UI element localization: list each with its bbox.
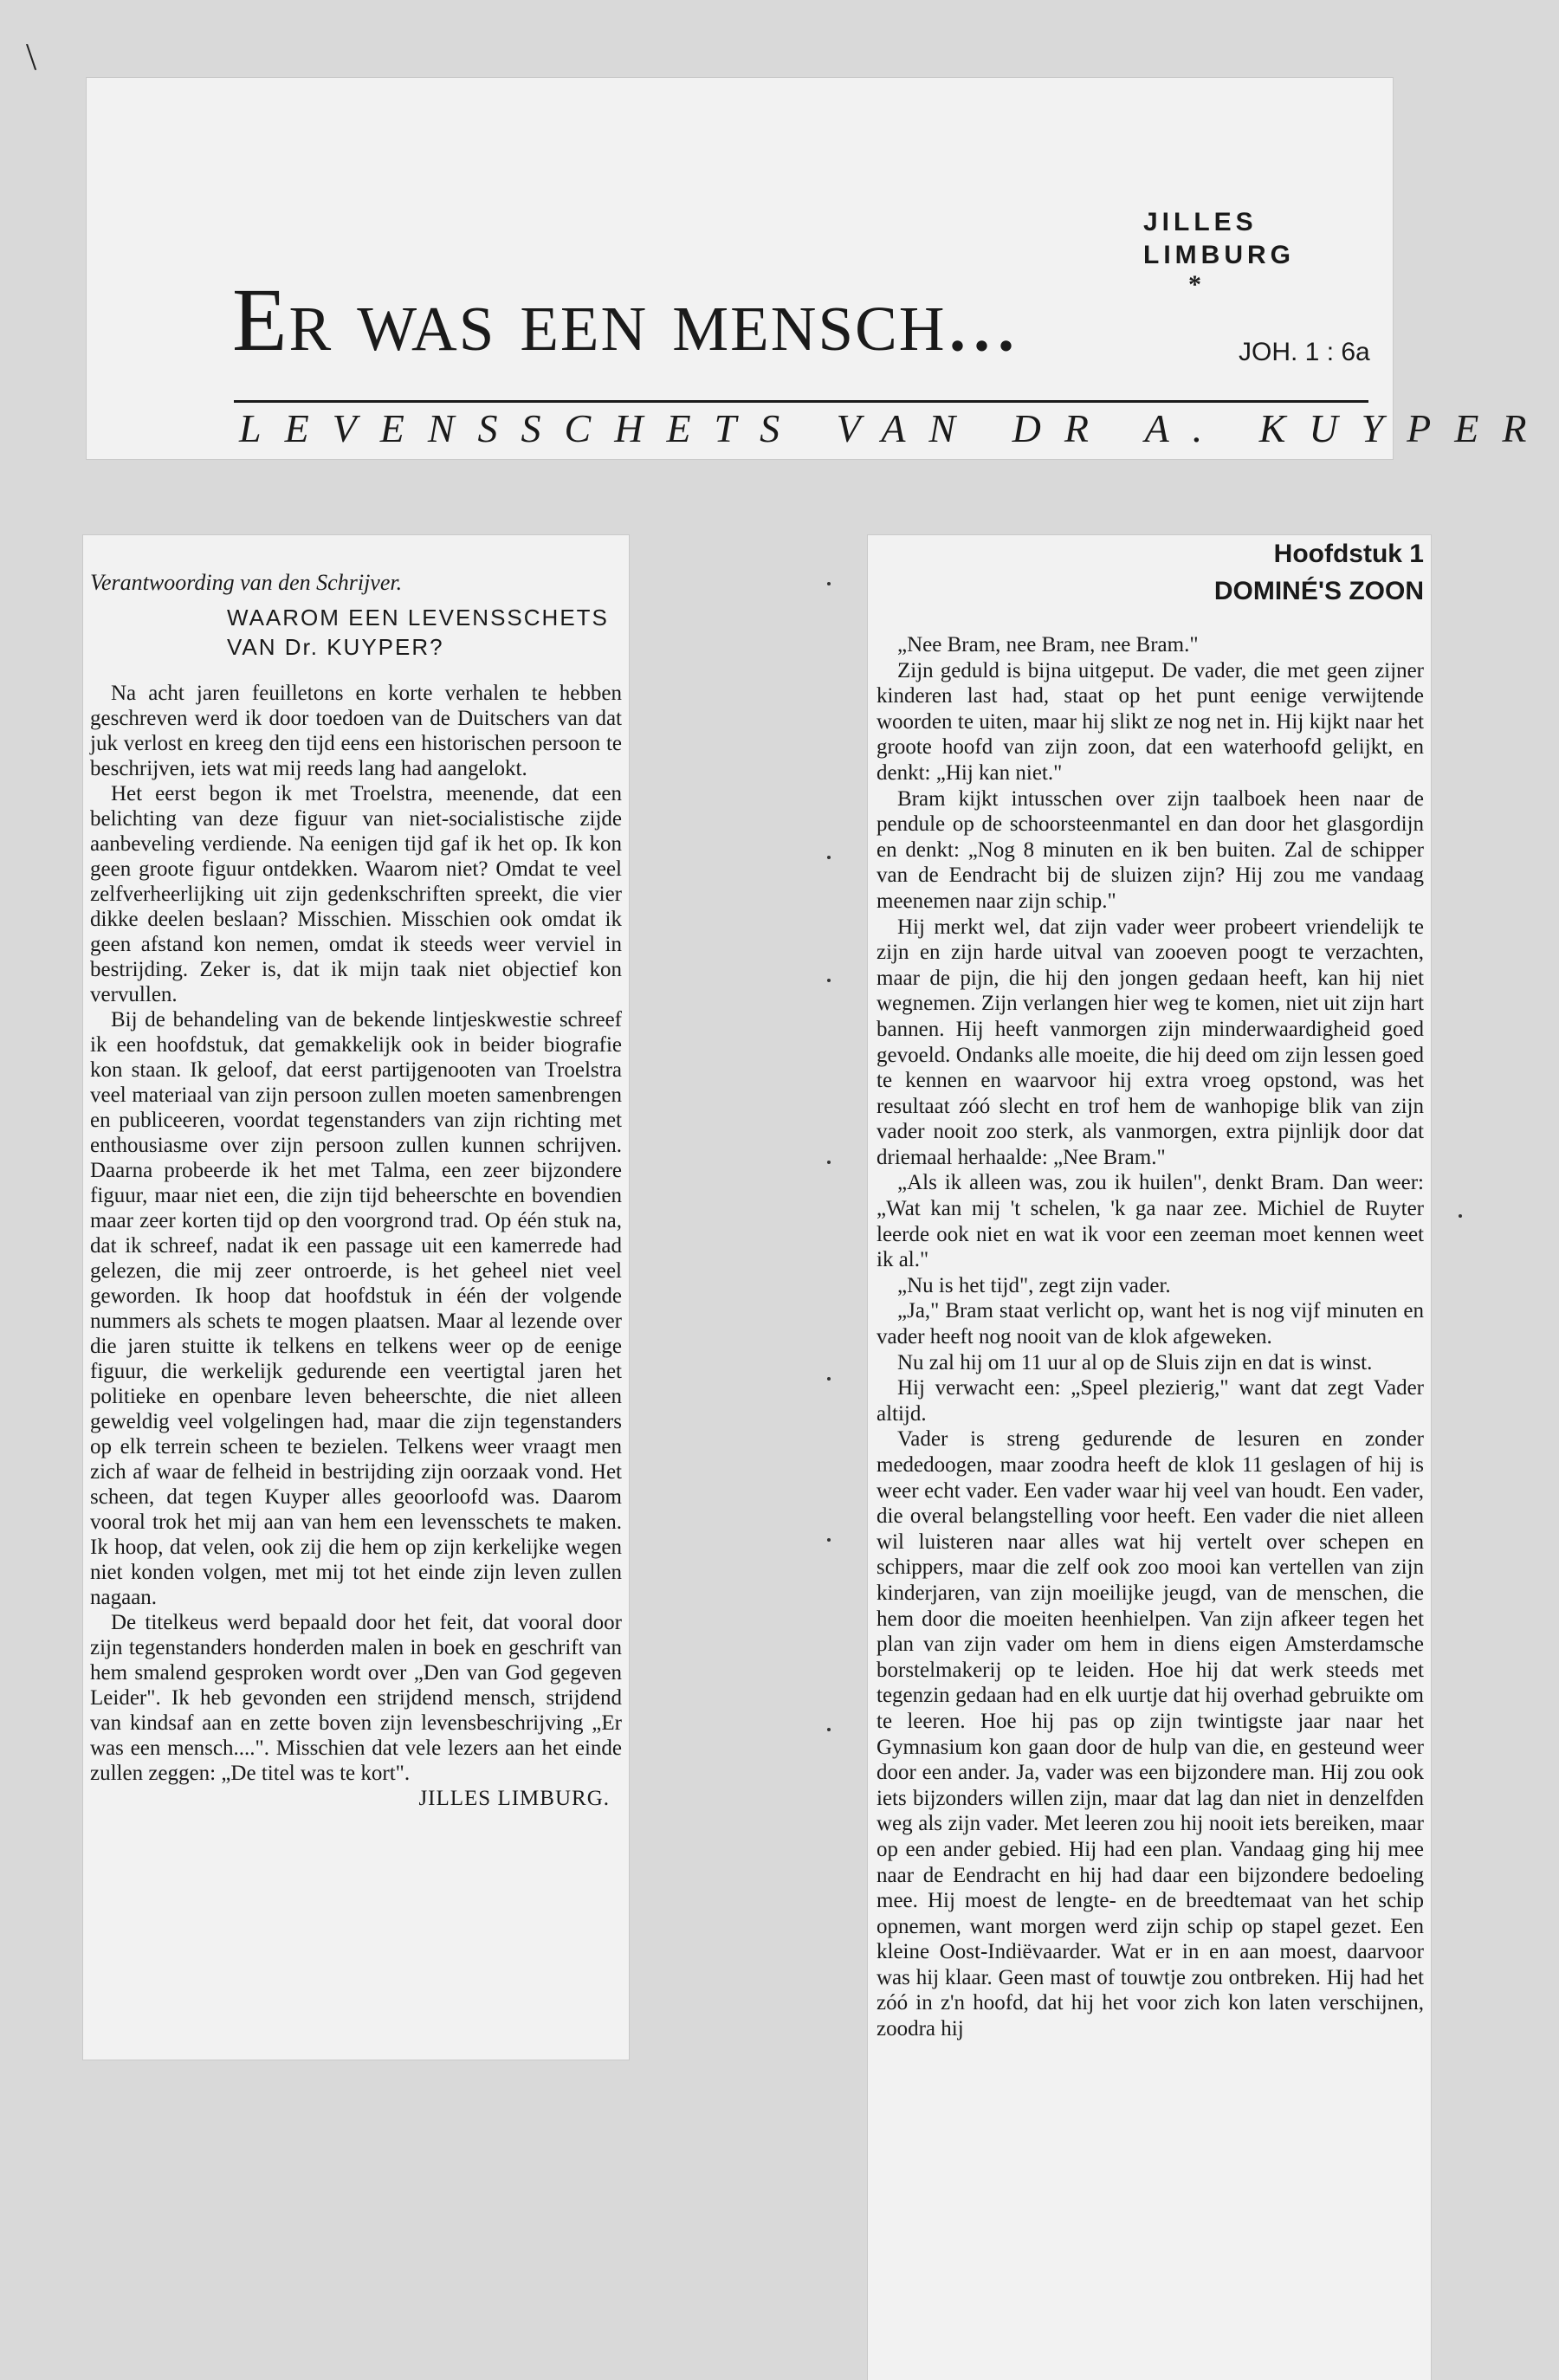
article-subtitle: LEVENSSCHETS VAN DR A. KUYPER: [239, 406, 1550, 450]
paragraph: Het eerst begon ik met Troelstra, meenende, dat een belichting van deze figuur van niet-socialistische zijde aanbeveling verdiende. Na eenigen tijd gaf ik het op. Ik kon geen groote figuur ontdekken. Waarom niet? Omdat te veel zelfverheerlijking uit zijn gedenkschriften spreekt, die vier dikke deelen beslaan? Misschien. Misschien ook omdat ik geen afstand kon nemen, omdat ik steeds weer verviel in bestrijding. Zeker is, dat ik mijn taak niet objectief kon vervullen.: [90, 782, 622, 1006]
paragraph: „Nee Bram, nee Bram, nee Bram.": [897, 633, 1199, 656]
right-body: [877, 632, 1424, 2042]
print-dot: [827, 1728, 831, 1731]
print-dot: [827, 979, 831, 982]
paragraph: „Nu is het tijd", zegt zijn vader.: [897, 1273, 1171, 1297]
paragraph: Hij verwacht een: „Speel plezierig," want dat zegt Vader altijd.: [877, 1376, 1424, 1426]
paragraph: „Als ik alleen was, zou ik huilen", denkt Bram. Dan weer: „Wat kan mij 't schelen, 'k ga naar zee. Michiel de Ruyter leerde ook niet en wat ik voor een zeeman moet kennen weet ik al.": [877, 1171, 1424, 1272]
print-dot: [1459, 1214, 1462, 1218]
author-name: [1143, 206, 1295, 272]
page-mark: \: [26, 36, 37, 78]
paragraph: Nu zal hij om 11 uur al op de Sluis zijn en dat is winst.: [897, 1350, 1373, 1374]
left-column-clipping: [83, 535, 629, 2060]
intro-label: Verantwoording van den Schrijver.: [90, 570, 403, 595]
header-clipping: [87, 78, 1550, 459]
right-column-clipping: [868, 535, 1431, 2380]
print-dot: [827, 1538, 831, 1542]
star-ornament: *: [1188, 270, 1201, 299]
signature: JILLES LIMBURG.: [418, 1787, 610, 1810]
left-heading: [227, 603, 622, 662]
title-rule: [234, 400, 1368, 403]
chapter-number: Hoofdstuk 1: [1273, 540, 1424, 568]
left-heading-line: VAN Dr. KUYPER?: [227, 634, 444, 660]
print-dot: [827, 1377, 831, 1381]
chapter-title: DOMINÉ'S ZOON: [1213, 577, 1424, 605]
paragraph: Zijn geduld is bijna uitgeput. De vader, die met geen zijner kinderen last had, staat op het punt eenige verwijtende woorden te uiten, maar hij slikt ze nog net in. Hij kijkt naar het groote hoofd van zijn zoon, dat een waterhoofd gelijkt, en denkt: „Hij kan niet.": [877, 658, 1424, 785]
paragraph: De titelkeus werd bepaald door het feit, dat vooral door zijn tegenstanders honderden malen in boek en geschrift van hem smalend gesproken wordt over „Den van God gegeven Leider". Ik heb gevonden een strijdend mensch, strijdend van kindsaf aan en zette boven zijn levensbeschrijving „Er was een mensch....". Misschien dat vele lezers aan het einde zullen zeggen: „De titel was te kort".: [90, 1611, 622, 1785]
author-first-name: JILLES: [1143, 208, 1258, 236]
print-dot: [827, 856, 831, 859]
paragraph: Vader is streng gedurende de lesuren en zonder mededoogen, maar zoodra heeft de klok 11 geslagen of hij is weer echt vader. Een vader waar hij veel van houdt. Een vader, die overal belangstelling voor heeft. Een vader die niet alleen wil luisteren naar alles wat hij vertelt over schepen en schippers, maar die zelf ook zoo mooi kan vertellen van zijn kinderjaren, van zijn moeilijke jeugd, van de menschen, die hem door die moeiten heenhielpen. Van zijn afkeer tegen het plan van zijn vader om hem in diens eigen Amsterdamsche borstelmakerij op te leiden. Hoe hij dat werk steeds met tegenzin gedaan had en elk uurtje dat hij overhad gebruikte om te leeren. Hoe hij pas op zijn twintigste jaar naar het Gymnasium kon gaan door de hulp van die, en gesteund weer door een ander. Ja, vader was een bijzondere man. Hij zou ook iets bijzonders willen zijn, maar dat lag dan niet in denzelfden weg als zijn vader. Met leeren zou hij nooit iets bereiken, maar op een ander gebied. Hij had een plan. Vandaag ging hij mee naar de Eendracht en hij had daar een bijzondere bedoeling mee. Hij moest de lengte- en de breedtemaat van het schip opnemen, want morgen werd zijn schip op stapel gezet. Een kleine Oost-Indiëvaarder. Wat er in en aan moest, daarvoor was hij klaar. Geen mast of touwtje zou ontbreken. Hij had het zóó in z'n hoofd, dat hij het voor zich kon laten verschijnen, zoodra hij: [877, 1427, 1424, 2041]
bible-reference: JOH. 1 : 6a: [1239, 338, 1370, 366]
article-title: Er was een mensch...: [232, 270, 1019, 370]
paragraph: Hij merkt wel, dat zijn vader weer probeert vriendelijk te zijn en zijn harde uitval van zooeven poogt te verzachten, maar de pijn, die hij den jongen gedaan heeft, kan hij niet wegnemen. Zijn verlangen hier weg te komen, niet uit zijn hart bannen. Hij heeft vanmorgen zijn minderwaardigheid goed gevoeld. Ondanks alle moeite, die hij deed om zijn lessen goed te kennen en waarvoor hij extra vroeg opstond, was het resultaat zóó slecht en trof hem de wanhopige blik van zijn vader nooit zoo sterk, als vanmorgen, extra pijnlijk door dat driemaal herhaalde: „Nee Bram.": [877, 915, 1424, 1169]
left-body: [90, 681, 622, 1786]
paragraph: Bram kijkt intusschen over zijn taalboek heen naar de pendule op de schoorsteenmantel en dan door het glasgordijn en denkt: „Nog 8 minuten en ik ben buiten. Zal de schipper van de Eendracht bij de sluizen zijn? Hij zou me vandaag meenemen naar zijn schip.": [877, 786, 1424, 913]
print-dot: [827, 582, 831, 585]
left-heading-line: WAAROM EEN LEVENSSCHETS: [227, 605, 609, 631]
author-last-name: LIMBURG: [1143, 241, 1295, 269]
paragraph: „Ja," Bram staat verlicht op, want het is nog vijf minuten en vader heeft nog nooit van de klok afgeweken.: [877, 1299, 1424, 1349]
paragraph: Na acht jaren feuilletons en korte verhalen te hebben geschreven werd ik door toedoen van de Duitschers van dat juk verlost en kreeg den tijd eens een historischen persoon te beschrijven, iets wat mij reeds lang had aangelokt.: [90, 682, 622, 780]
print-dot: [827, 1161, 831, 1164]
paragraph: Bij de behandeling van de bekende lintjeskwestie schreef ik een hoofdstuk, dat gemakkelijk ook in beider biografie kon staan. Ik geloof, dat eerst partijgenooten van Troelstra veel materiaal van zijn persoon zullen moeten samenbrengen en publiceeren, voordat tegenstanders van zijn richting met enthousiasme over zijn persoon zullen kunnen schrijven. Daarna probeerde ik het met Talma, een zeer bijzondere figuur, maar niet een, die zijn tijd beheerschte en bovendien maar zeer korten tijd op den voorgrond trad. Op één stuk na, dat ik schreef, nadat ik een passage uit een kamerrede had gelezen, die mij zeer ontroerde, is het geheel niet veel geworden. Ik hoop dat hoofdstuk in één der volgende nummers als schets te mogen plaatsen. Maar al lezende over die jaren stuitte ik telkens en telkens weer op de eenige figuur, die werkelijk gedurende een veertigtal jaren het politieke en openbare leven beheerschte, die niet alleen geweldig veel volgelingen had, maar die zijn tegenstanders op elk terrein scheen te bezielen. Telkens weer vraagt men zich af waar de felheid in bestrijding zijn oorzaak vond. Het scheen, dat tegen Kuyper alles geoorloofd was. Daarom vooral trok het mij aan van hem een levensschets te maken. Ik hoop, dat velen, ook zij die hem op zijn kerkelijke wegen niet konden volgen, met mij tot het einde zijn leven zullen nagaan.: [90, 1008, 622, 1609]
